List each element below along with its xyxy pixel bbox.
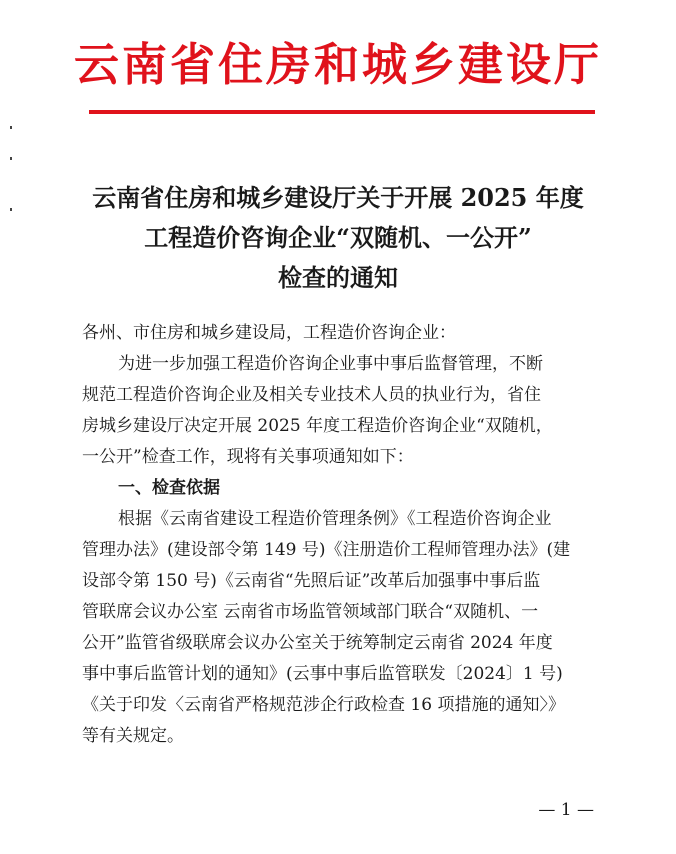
- notice-title: [0, 178, 676, 298]
- section-1-line-8: 等有关规定。: [82, 726, 184, 746]
- section-1-line-5: 公开”监管省级联席会议办公室关于统筹制定云南省 2024 年度: [82, 633, 553, 653]
- notice-title-line-2: 工程造价咨询企业“双随机、一公开”: [144, 223, 532, 252]
- notice-body: [82, 318, 592, 752]
- scan-speck: [10, 157, 12, 160]
- section-1-line-4: 管联席会议办公室 云南省市场监管领域部门联合“双随机、一: [82, 602, 539, 622]
- section-1-line-1: 根据《云南省建设工程造价管理条例》《工程造价咨询企业: [118, 509, 552, 529]
- intro-line-3: 房城乡建设厅决定开展 2025 年度工程造价咨询企业“双随机，: [82, 416, 553, 436]
- page-number: — 1 —: [538, 800, 594, 820]
- section-1-line-7: 《关于印发〈云南省严格规范涉企行政检查 16 项措施的通知〉》: [82, 695, 565, 715]
- section-1-heading: 一、检查依据: [118, 478, 220, 498]
- section-1-line-2: 管理办法》(建设部令第 149 号)《注册造价工程师管理办法》(建: [82, 540, 571, 560]
- notice-title-line-3: 检查的通知: [278, 263, 398, 292]
- section-1-line-3: 设部令第 150 号)《云南省“先照后证”改革后加强事中事后监: [82, 571, 541, 591]
- notice-title-line-1: 云南省住房和城乡建设厅关于开展 2025 年度: [92, 183, 584, 212]
- intro-line-4: 一公开”检查工作，现将有关事项通知如下：: [82, 447, 414, 467]
- masthead-title: 云南省住房和城乡建设厅: [73, 38, 602, 91]
- section-1-line-6: 事中事后监管计划的通知》(云事中事后监管联发〔2024〕1 号): [82, 664, 563, 684]
- salutation: 各州、市住房和城乡建设局，工程造价咨询企业：: [82, 323, 456, 343]
- intro-line-2: 规范工程造价咨询企业及相关专业技术人员的执业行为，省住: [82, 385, 541, 405]
- red-divider-rule: [89, 110, 595, 114]
- scan-speck: [10, 126, 12, 129]
- intro-line-1: 为进一步加强工程造价咨询企业事中事后监督管理，不断: [118, 354, 543, 374]
- scan-speck: [10, 208, 12, 211]
